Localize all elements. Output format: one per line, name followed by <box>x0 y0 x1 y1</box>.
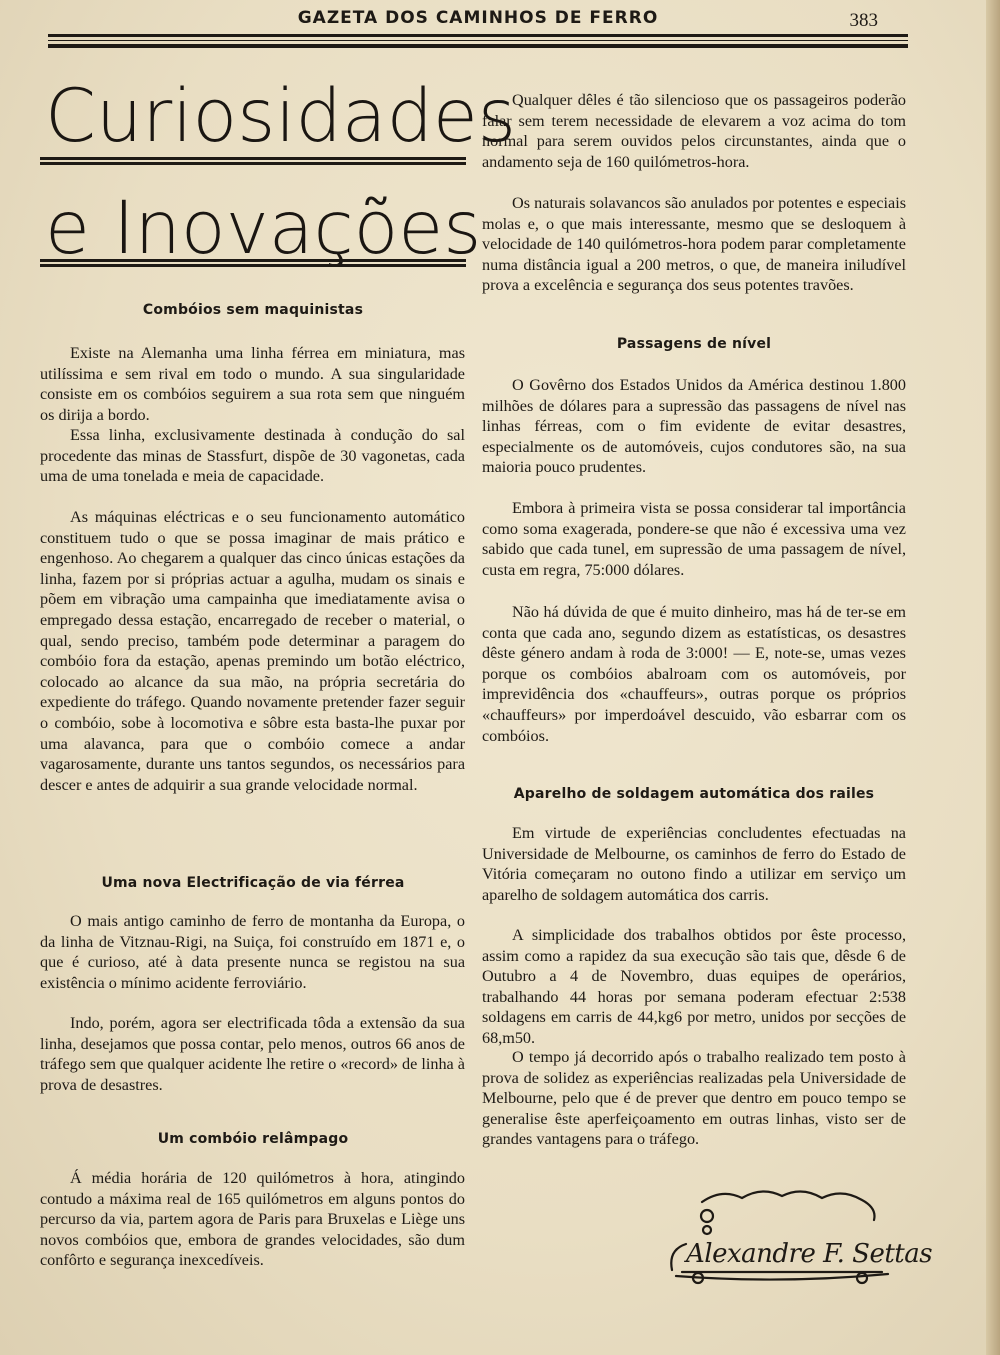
paragraph: Qualquer dêles é tão silencioso que os passageiros poderão falar sem terem necessidade de elevarem a voz acima do tom normal para serem ouvidos pelos circunstantes, ainda que o andamento seja de 160 quilómetros-hora. <box>482 91 906 171</box>
svg-text:Alexandre F. Settas: Alexandre F. Settas <box>686 1239 933 1269</box>
paragraph: Essa linha, exclusivamente destinada à condução do sal procedente das minas de Stassfurt, dispõe de 30 vagonetas, cada uma de uma tonelada e meia de capacidade. <box>40 426 465 486</box>
title-rule-1 <box>40 157 466 165</box>
binding-edge <box>986 0 1000 1355</box>
page-number: 383 <box>849 10 878 31</box>
paragraph: O mais antigo caminho de ferro de montanha da Europa, o da linha de Vitznau-Rigi, na Suiça, foi construído em 1871 e, o que é curioso, até à data presente nunca se registou na sua existência o mínimo acidente ferroviário. <box>40 912 465 992</box>
paragraph: O Govêrno dos Estados Unidos da América destinou 1.800 milhões de dólares para a supressão das passagens de nível nas linhas férreas, com o fim evidente de evitar desastres, especialmente os de automóveis, cujos condutores são, na sua maioria pouco prudentes. <box>482 376 906 477</box>
author-signature <box>662 1180 933 1290</box>
paragraph: Em virtude de experiências concludentes efectuadas na Universidade de Melbourne, os caminhos de ferro do Estado de Vitória começaram no outono findo a utilizar em serviço um aparelho de soldagem automática dos carris. <box>482 824 906 904</box>
paragraph: A simplicidade dos trabalhos obtidos por êste processo, assim como a rapidez da sua execução são tais que, dêsde 6 de Outubro a 4 de Novembro, duas equipes de operários, trabalhando 44 horas por semana poderam efectuar 2:538 soldagens em carris de 44,kg6 por metro, unidos por secções de 68,m50. <box>482 926 906 1047</box>
paragraph: Existe na Alemanha uma linha férrea em miniatura, mas utilíssima e sem rival em todo o mundo. A sua singularidade consiste em os combóios seguirem a sua rota sem que ninguém os dirija a bordo. <box>40 344 465 424</box>
paragraph: Não há dúvida de que é muito dinheiro, mas há de ter-se em conta que cada ano, segundo dizem as estatísticas, os desastres dêste género andam à roda de 3:000! — E, note-se, umas vezes porque os combóios abalroam com os automóveis, por imprevidência dos «chauffeurs», outras porque os próprios «chauffeurs» por imperdoável descuido, vão esbarrar com os combóios. <box>482 603 906 745</box>
paragraph: Indo, porém, agora ser electrificada tôda a extensão da sua linha, desejamos que possa contar, pelo menos, outros 66 anos de tráfego sem que qualquer acidente lhe retire o «record» de linha à prova de desastres. <box>40 1014 465 1094</box>
paragraph: Embora à primeira vista se possa considerar tal importância como soma exagerada, pondere-se que não é excessiva uma vez sabido que cada tunel, em supressão de uma passagem de nível, custa em regra, 75:000 dólares. <box>482 499 906 579</box>
paragraph: Á média horária de 120 quilómetros à hora, atingindo contudo a máxima real de 165 quilómetros em alguns pontos do percurso da via, partem agora de Paris para Bruxelas e Liège uns novos combóios que, embora de grandes velocidades, são dum confôrto e segurança inexcedíveis. <box>40 1169 465 1270</box>
journal-title: GAZETA DOS CAMINHOS DE FERRO <box>297 8 659 28</box>
section-heading: Um combóio relâmpago <box>157 1131 349 1147</box>
article-title-line-2: e Inovações <box>45 186 482 271</box>
paragraph: O tempo já decorrido após o trabalho realizado tem posto à prova de solidez as experiências realizadas pela Universidade de Melbourne, pelo que é de prever que dentro em pouco tempo se generalise êste aperfeiçoamento em outras linhas, visto ser de grandes vantagens para o tráfego. <box>482 1048 906 1149</box>
section-heading: Combóios sem maquinistas <box>142 302 364 318</box>
paragraph: Os naturais solavancos são anulados por potentes e especiais molas e, o que mais interessante, mesmo que se desloquem à velocidade de 140 quilómetros-hora podem parar completamente numa distância igual a 200 metros, o que, de maneira iniludível prova a excelência e segurança dos seus potentes travões. <box>482 194 906 295</box>
page-header <box>48 6 908 46</box>
paragraph: As máquinas eléctricas e o seu funcionamento automático constituem tudo o que se possa imaginar de mais prático e engenhoso. Ao chegarem a qualquer das cinco únicas estações da linha, fazem por si próprias actuar a agulha, mudam os sinais e põem em vibração uma campainha que imediatamente avisa o empregado dessa estação, encarregado de receber o material, o qual, sendo preciso, também pode determinar a paragem do combóio fora da estação, apenas premindo um botão eléctrico, colocado ao alcance da sua mão, na própria secretária do expediente do tráfego. Quando novamente pretender fazer seguir o combóio, sobe à locomotiva e sôbre esta basta-lhe puxar por uma alavanca, para que o combóio comece a andar vagarosamente, durante uns tantos segundos, os necessários para descer e antes de adquirir a sua grande velocidade normal. <box>40 508 465 794</box>
section-heading: Uma nova Electrificação de via férrea <box>101 875 405 891</box>
title-rule-2 <box>40 259 466 267</box>
header-rule <box>48 34 908 48</box>
article-title-line-1: Curiosidades <box>45 74 516 159</box>
signature-drawing <box>662 1180 933 1290</box>
section-heading: Aparelho de soldagem automática dos railes <box>513 786 875 802</box>
section-heading: Passagens de nível <box>616 336 772 352</box>
